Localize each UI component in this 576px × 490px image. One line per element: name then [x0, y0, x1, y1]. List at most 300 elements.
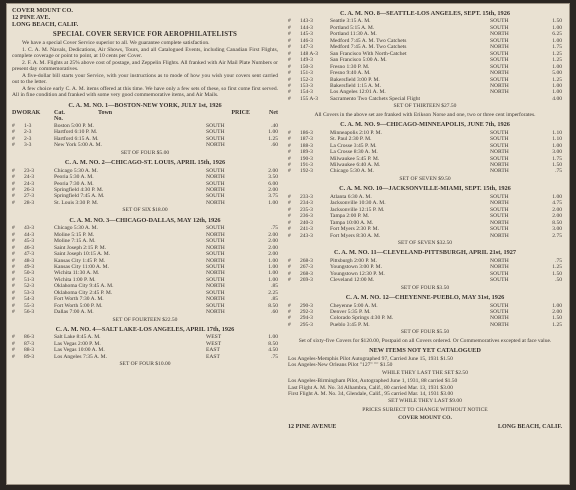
row-direction: SOUTH	[206, 225, 225, 232]
section-note: All Covers in the above set are franked with Erikson Norse and one, two or three cent imperforates.	[314, 111, 536, 118]
row-mark: #	[12, 225, 15, 232]
row-cat-no: 51-3	[24, 276, 35, 283]
row-mark: #	[12, 122, 15, 129]
row-direction: NORTH	[490, 168, 509, 175]
row-cat-no: 234-3	[300, 200, 313, 207]
row-mark: #	[288, 57, 291, 64]
row-cat-no: 269-3	[300, 277, 313, 284]
row-price: 1.00	[552, 193, 562, 200]
footer-city: LONG BEACH, CALIF.	[497, 423, 562, 430]
row-direction: NORTH	[490, 315, 509, 322]
row-price: 1.25	[552, 57, 562, 64]
row-price: 1.00	[268, 276, 278, 283]
table-row	[288, 233, 562, 239]
row-mark: #	[288, 149, 291, 156]
row-mark: #	[288, 155, 291, 162]
row-price: 1.10	[552, 136, 562, 143]
row-town: Oklahoma City 2:45 P. M.	[54, 289, 113, 296]
row-town: Medford 7:45 A. M. Two Catchets	[330, 37, 407, 44]
row-mark: #	[12, 283, 15, 290]
while-they-last-1: WHILE THEY LAST THE SET $2.50	[382, 369, 468, 376]
row-cat-no: 89-3	[24, 353, 35, 360]
row-town: Kansas City 11:00 A. M.	[54, 263, 109, 270]
row-direction: SOUTH	[206, 193, 225, 200]
row-town: Fresno 1:30 P. M.	[330, 63, 370, 70]
row-town: Colorado Springs 4:30 P. M.	[330, 315, 394, 322]
row-price: 1.10	[552, 129, 562, 136]
row-mark: #	[288, 31, 291, 38]
row-town: Las Vegas 10:00 A. M.	[54, 347, 105, 354]
row-mark: #	[12, 251, 15, 258]
row-direction: NORTH	[490, 200, 509, 207]
row-price: 1.00	[268, 257, 278, 264]
row-town: Springfield 7:45 A. M.	[54, 193, 105, 200]
row-price: 2.00	[268, 251, 278, 258]
row-cat-no: 240-3	[300, 219, 313, 226]
row-direction: EAST	[206, 353, 220, 360]
table-row	[12, 354, 278, 360]
row-cat-no: 146-3	[300, 37, 313, 44]
row-cat-no: 241-3	[300, 226, 313, 233]
row-direction: NORTH	[206, 270, 225, 277]
row-town: Pueblo 3:45 P. M.	[330, 321, 370, 328]
row-mark: #	[288, 270, 291, 277]
row-direction: NORTH	[490, 219, 509, 226]
row-price: .75	[555, 257, 562, 264]
row-cat-no: 48-3	[24, 257, 35, 264]
table-row	[12, 142, 278, 148]
table-row	[288, 322, 562, 328]
row-direction: NORTH	[206, 142, 225, 149]
row-mark: #	[12, 135, 15, 142]
row-town: Fort Worth 5:00 P. M.	[54, 302, 103, 309]
row-cat-no: 46-3	[24, 244, 35, 251]
row-mark: #	[12, 167, 15, 174]
while-they-last-2: SET WHILE THEY LAST $9.00	[388, 398, 462, 405]
row-cat-no: 54-3	[24, 296, 35, 303]
row-cat-no: 50-3	[24, 270, 35, 277]
row-town: Atlanta 6:30 A. M.	[330, 193, 372, 200]
section-title: C. A. M. NO. 3—CHICAGO-DALLAS, MAY 12th, 1926	[69, 216, 221, 224]
row-mark: #	[288, 309, 291, 316]
row-price: 3.75	[268, 193, 278, 200]
row-cat-no: 2-3	[24, 129, 32, 136]
row-mark: #	[288, 232, 291, 239]
row-cat-no: 47-3	[24, 251, 35, 258]
row-cat-no: 186-3	[300, 129, 313, 136]
row-town: Hartford 6:15 A. M.	[54, 135, 99, 142]
row-price: .75	[271, 225, 278, 232]
row-town: Los Angeles 12:01 A. M.	[330, 89, 386, 96]
row-cat-no: 52-3	[24, 283, 35, 290]
row-price: .60	[271, 142, 278, 149]
row-mark: #	[12, 270, 15, 277]
row-mark: #	[288, 213, 291, 220]
row-direction: NORTH	[490, 257, 509, 264]
row-mark: #	[12, 193, 15, 200]
row-direction: NORTH	[206, 199, 225, 206]
row-mark: #	[12, 276, 15, 283]
row-town: La Crosse 8:30 A. M.	[330, 149, 378, 156]
row-mark: #	[12, 174, 15, 181]
row-price: 3.00	[552, 149, 562, 156]
row-price: 1.00	[552, 302, 562, 309]
row-town: Hartford 6:10 P. M.	[54, 129, 98, 136]
set-price: SET OF FOUR $5.00	[120, 149, 170, 156]
row-direction: SOUTH	[490, 277, 509, 284]
row-price: 2.75	[552, 232, 562, 239]
row-mark: #	[12, 334, 15, 341]
row-cat-no: 86-3	[24, 334, 35, 341]
row-town: Minneapolis 2:10 P. M.	[330, 129, 382, 136]
row-cat-no: 290-3	[300, 302, 313, 309]
row-price: 2.00	[268, 238, 278, 245]
row-price: .85	[271, 296, 278, 303]
row-cat-no: 292-3	[300, 309, 313, 316]
table-row	[12, 309, 278, 315]
row-price: 1.50	[552, 270, 562, 277]
row-price: 6.00	[268, 180, 278, 187]
row-mark: #	[288, 89, 291, 96]
row-direction: SOUTH	[206, 251, 225, 258]
row-price: 1.25	[552, 321, 562, 328]
row-direction: SOUTH	[206, 129, 225, 136]
row-cat-no: 24-3	[24, 180, 35, 187]
row-cat-no: 87-3	[24, 340, 35, 347]
table-row	[288, 277, 562, 283]
row-town: Seattle 3:15 A. M.	[330, 18, 371, 25]
combined-offer: Set of sixty-five Covers for $120.00, Postpaid on all Covers ordered. Or Commemoratives excepted at face value.	[298, 337, 552, 344]
row-cat-no: 53-3	[24, 289, 35, 296]
row-town: Wichita 1:00 P. M.	[54, 276, 96, 283]
row-cat-no: 55-3	[24, 302, 35, 309]
row-town: Tampa 10:00 A. M.	[330, 219, 374, 226]
row-direction: SOUTH	[490, 37, 509, 44]
row-town: Los Angeles 7:35 A. M.	[54, 353, 108, 360]
row-town: Saint Joseph 10:15 A. M.	[54, 251, 111, 258]
row-town: Youngstown 12:30 P. M.	[330, 270, 385, 277]
new-item: Los Angeles-New Orleans Pilot "127" "" $1.50	[288, 362, 393, 369]
table-row	[288, 168, 562, 174]
row-cat-no: 268-3	[300, 270, 313, 277]
row-cat-no: 188-3	[300, 142, 313, 149]
row-cat-no: 147-3	[300, 44, 313, 51]
set-price: SET OF SEVEN $9.50	[399, 175, 451, 182]
row-town: San Francisco With North-Catchet	[330, 50, 407, 57]
row-cat-no: 45-3	[24, 238, 35, 245]
row-cat-no: 1-3	[24, 122, 32, 129]
row-price: 1.00	[552, 24, 562, 31]
row-cat-no: 192-3	[300, 168, 313, 175]
row-cat-no: 27-3	[24, 193, 35, 200]
row-mark: #	[288, 63, 291, 70]
row-price: 1.00	[268, 263, 278, 270]
section-title: C. A. M. NO. 4—SALT LAKE-LOS ANGELES, APRIL 17th, 1926	[55, 326, 235, 334]
row-mark: #	[288, 168, 291, 175]
row-direction: NORTH	[206, 309, 225, 316]
row-direction: SOUTH	[206, 135, 225, 142]
row-price: 1.00	[268, 199, 278, 206]
row-town: Fort Myers 8:30 A. M.	[330, 232, 381, 239]
row-cat-no: 145-3	[300, 31, 313, 38]
row-direction: WEST	[206, 340, 222, 347]
row-direction: NORTH	[206, 283, 225, 290]
column-price: PRICE	[231, 109, 250, 116]
row-cat-no: 44-3	[24, 231, 35, 238]
row-mark: #	[288, 257, 291, 264]
row-town: Boston 5:00 P. M.	[54, 122, 94, 129]
company-name: COVER MOUNT CO.	[12, 7, 73, 14]
row-town: Las Vegas 2:00 P. M.	[54, 340, 101, 347]
row-price: 1.25	[268, 135, 278, 142]
row-price: .60	[271, 309, 278, 316]
row-cat-no: 189-3	[300, 149, 313, 156]
row-direction: NORTH	[490, 70, 509, 77]
row-town: Chicago 5:30 A. M.	[330, 168, 374, 175]
row-town: Fort Worth 7:30 A. M.	[54, 296, 104, 303]
row-direction: SOUTH	[490, 155, 509, 162]
row-mark: #	[12, 289, 15, 296]
row-town: Chicago 5:30 A. M.	[54, 225, 98, 232]
row-mark: #	[12, 231, 15, 238]
row-mark: #	[288, 24, 291, 31]
row-town: Moline 5:15 P. M.	[54, 231, 95, 238]
row-price: 1.75	[552, 44, 562, 51]
row-price: 4.75	[552, 200, 562, 207]
row-direction: NORTH	[490, 89, 509, 96]
row-cat-no: 294-3	[300, 315, 313, 322]
row-direction: SOUTH	[490, 63, 509, 70]
row-cat-no: 148 A-3	[300, 50, 319, 57]
row-town: Peoria 7:30 A. M.	[54, 180, 94, 187]
section-title: C. A. M. NO. 9—CHICAGO-MINNEAPOLIS, JUNE 7th, 1926	[340, 121, 510, 129]
column-header: DWORAK Cat. No. Town PRICE Net	[12, 109, 278, 123]
row-cat-no: 3-3	[24, 142, 32, 149]
row-mark: #	[12, 238, 15, 245]
row-price: .40	[271, 122, 278, 129]
row-mark: #	[288, 226, 291, 233]
row-cat-no: 155 A-3	[300, 95, 319, 102]
row-cat-no: 268-3	[300, 257, 313, 264]
row-town: Denver 5:35 P. M.	[330, 309, 371, 316]
row-price: 8.50	[552, 219, 562, 226]
row-town: Sacramento Two Catchets Special Flight	[330, 95, 421, 102]
row-price: 2.00	[552, 213, 562, 220]
row-cat-no: 26-3	[24, 186, 35, 193]
row-price: 1.00	[268, 334, 278, 341]
row-town: Kansas City 1:45 P. M.	[54, 257, 106, 264]
price-list-sheet	[6, 3, 570, 485]
row-direction: SOUTH	[206, 238, 225, 245]
row-town: Milwaukee 6:40 A. M.	[330, 161, 381, 168]
row-town: New York 5:00 A. M.	[54, 142, 102, 149]
row-direction: SOUTH	[206, 167, 225, 174]
row-price: 8.50	[268, 340, 278, 347]
row-cat-no: 28-3	[24, 199, 35, 206]
row-town: Moline 7:15 A. M.	[54, 238, 96, 245]
row-mark: #	[288, 129, 291, 136]
row-town: Tampa 2:00 P. M.	[330, 213, 370, 220]
row-town: Portland 11:30 A. M.	[330, 31, 377, 38]
row-direction: SOUTH	[490, 18, 509, 25]
row-cat-no: 56-3	[24, 309, 35, 316]
row-direction: SOUTH	[490, 24, 509, 31]
row-mark: #	[288, 219, 291, 226]
set-price: SET OF FOUR $10.00	[119, 361, 171, 368]
row-cat-no: 191-3	[300, 161, 313, 168]
row-direction: SOUTH	[206, 289, 225, 296]
row-direction: NORTH	[490, 321, 509, 328]
row-direction	[490, 96, 540, 102]
left-sections	[12, 103, 278, 368]
column-dworak: DWORAK	[12, 109, 41, 116]
row-town: Fresno 9:40 A. M.	[330, 70, 371, 77]
row-cat-no: 267-3	[300, 264, 313, 271]
table-row	[12, 200, 278, 206]
row-direction: NORTH	[490, 82, 509, 89]
prices-note: PRICES SUBJECT TO CHANGE WITHOUT NOTICE	[362, 406, 488, 413]
row-town: St. Paul 2:30 P. M.	[330, 136, 372, 143]
row-price: 1.50	[552, 18, 562, 25]
table-row	[288, 96, 562, 102]
column-net: Net	[269, 109, 278, 116]
row-direction: NORTH	[206, 186, 225, 193]
row-town: Jacksonville 10:30 A. M.	[330, 200, 386, 207]
row-direction: NORTH	[490, 149, 509, 156]
row-price: 1.00	[268, 129, 278, 136]
row-mark: #	[288, 264, 291, 271]
row-price: 5.00	[552, 70, 562, 77]
row-direction: SOUTH	[490, 193, 509, 200]
row-mark: #	[288, 18, 291, 25]
row-direction: NORTH	[206, 231, 225, 238]
row-direction: SOUTH	[206, 276, 225, 283]
row-price: 2.00	[268, 231, 278, 238]
row-mark: #	[12, 296, 15, 303]
row-cat-no: 2-3	[24, 135, 32, 142]
row-town: Jacksonville 12:15 P. M.	[330, 206, 385, 213]
row-direction: SOUTH	[490, 309, 509, 316]
row-price: .85	[271, 283, 278, 290]
row-town: Salt Lake 8:45 A. M.	[54, 334, 101, 341]
row-town: Dallas 7:00 A. M.	[54, 309, 94, 316]
row-price: 8.50	[268, 302, 278, 309]
row-mark: #	[288, 76, 291, 83]
left-column	[12, 7, 278, 370]
new-item: Los Angeles-Birmingham Pilot, Autographed June 1, 1931, 88 carried $1.50	[288, 378, 458, 385]
row-mark: #	[12, 129, 15, 136]
row-direction: SOUTH	[490, 136, 509, 143]
intro-title: SPECIAL COVER SERVICE FOR AEROPHILATELISTS	[52, 31, 238, 38]
row-cat-no: 187-3	[300, 136, 313, 143]
row-mark: #	[288, 200, 291, 207]
row-direction: SOUTH	[490, 142, 509, 149]
right-column	[288, 7, 562, 430]
row-direction: NORTH	[206, 296, 225, 303]
row-town: Portland 5:15 A. M.	[330, 24, 375, 31]
row-price: 1.25	[552, 76, 562, 83]
row-town: St. Louis 3:30 P. M.	[54, 199, 99, 206]
closing-company: COVER MOUNT CO.	[398, 415, 452, 422]
section-title: C. A. M. NO. 2—CHICAGO-ST. LOUIS, APRIL 15th, 1926	[64, 159, 226, 167]
row-cat-no: 43-3	[24, 225, 35, 232]
row-mark: #	[12, 353, 15, 360]
row-cat-no: 88-3	[24, 347, 35, 354]
row-town: San Francisco 5:00 A. M.	[330, 57, 387, 64]
company-street: 12 PINE AVE.	[12, 14, 51, 21]
row-price: 1.00	[552, 142, 562, 149]
row-price: 2.00	[268, 244, 278, 251]
new-item: Los Angeles-Memphis Pilot Autographed 97, Carried June 15, 1931 $1.50	[288, 355, 453, 362]
row-direction: NORTH	[490, 161, 509, 168]
row-direction: SOUTH	[490, 206, 509, 213]
row-direction: NORTH	[490, 264, 509, 271]
intro-paragraph: 2. F. A. M. Flights at 25% above cost of postage, and Zeppelin Flights. All franked with Air Mail Plate Numbers or present day commemoratives.	[12, 59, 278, 73]
set-price: SET OF FOUR $5.50	[400, 329, 450, 336]
row-cat-no: 151-3	[300, 70, 313, 77]
row-price: 4.50	[268, 347, 278, 354]
row-cat-no: 23-3	[24, 167, 35, 174]
row-price: 1.00	[552, 37, 562, 44]
row-mark: #	[12, 263, 15, 270]
row-mark: #	[12, 244, 15, 251]
row-cat-no: 243-3	[300, 232, 313, 239]
row-direction: SOUTH	[490, 57, 509, 64]
row-cat-no: 149-3	[300, 57, 313, 64]
row-town: Milwaukee 5:45 P. M.	[330, 155, 380, 162]
row-direction: SOUTH	[490, 129, 509, 136]
row-town: Cleveland 12:00 M.	[330, 277, 375, 284]
row-mark: #	[288, 70, 291, 77]
row-price: 2.00	[552, 309, 562, 316]
section-title: C. A. M. NO. 12—CHEYENNE-PUEBLO, MAY 31st, 1926	[345, 294, 505, 302]
row-town: Springfield 4:30 P. M.	[54, 186, 104, 193]
row-direction: NORTH	[206, 257, 225, 264]
row-town: Peoria 5:30 A. M.	[54, 174, 94, 181]
set-price: SET OF FOURTEEN $22.50	[112, 316, 178, 323]
set-price: SET OF THIRTEEN $27.50	[393, 103, 457, 110]
row-cat-no: 153-3	[300, 82, 313, 89]
row-cat-no: 235-3	[300, 206, 313, 213]
section-title: C. A. M. NO. 1—BOSTON-NEW YORK, JULY 1st, 1926	[68, 101, 222, 109]
row-direction: SOUTH	[490, 226, 509, 233]
row-cat-no: 233-3	[300, 193, 313, 200]
row-mark: #	[12, 199, 15, 206]
row-price: 1.00	[552, 82, 562, 89]
row-cat-no: 144-3	[300, 24, 313, 31]
row-mark: #	[12, 302, 15, 309]
row-town: La Crosse 3:45 P. M.	[330, 142, 377, 149]
row-direction: SOUTH	[490, 213, 509, 220]
row-price: .75	[271, 353, 278, 360]
row-price: 1.00	[268, 270, 278, 277]
row-direction: EAST	[206, 347, 220, 354]
row-mark: #	[288, 315, 291, 322]
row-price: 1.50	[552, 161, 562, 168]
row-town: Wichita 11:30 A. M.	[54, 270, 100, 277]
row-price: 6.25	[552, 31, 562, 38]
section-title: C. A. M. NO. 11—CLEVELAND-PITTSBURGH, APRIL 21st, 1927	[333, 249, 517, 257]
row-direction: SOUTH	[490, 76, 509, 83]
row-mark: #	[12, 340, 15, 347]
row-mark: #	[288, 277, 291, 284]
new-item: First Flight A. M. No. 34, Glendale, Calif., 95 carried Mar. 14, 1931 $3.00	[288, 391, 454, 398]
row-price: 2.25	[268, 289, 278, 296]
row-town: Youngstown 3:00 P. M.	[330, 264, 382, 271]
row-price: .50	[555, 277, 562, 284]
intro-paragraph: We have a special Cover Service superior to all. We guarantee complete satisfaction.	[22, 40, 210, 47]
row-mark: #	[12, 257, 15, 264]
